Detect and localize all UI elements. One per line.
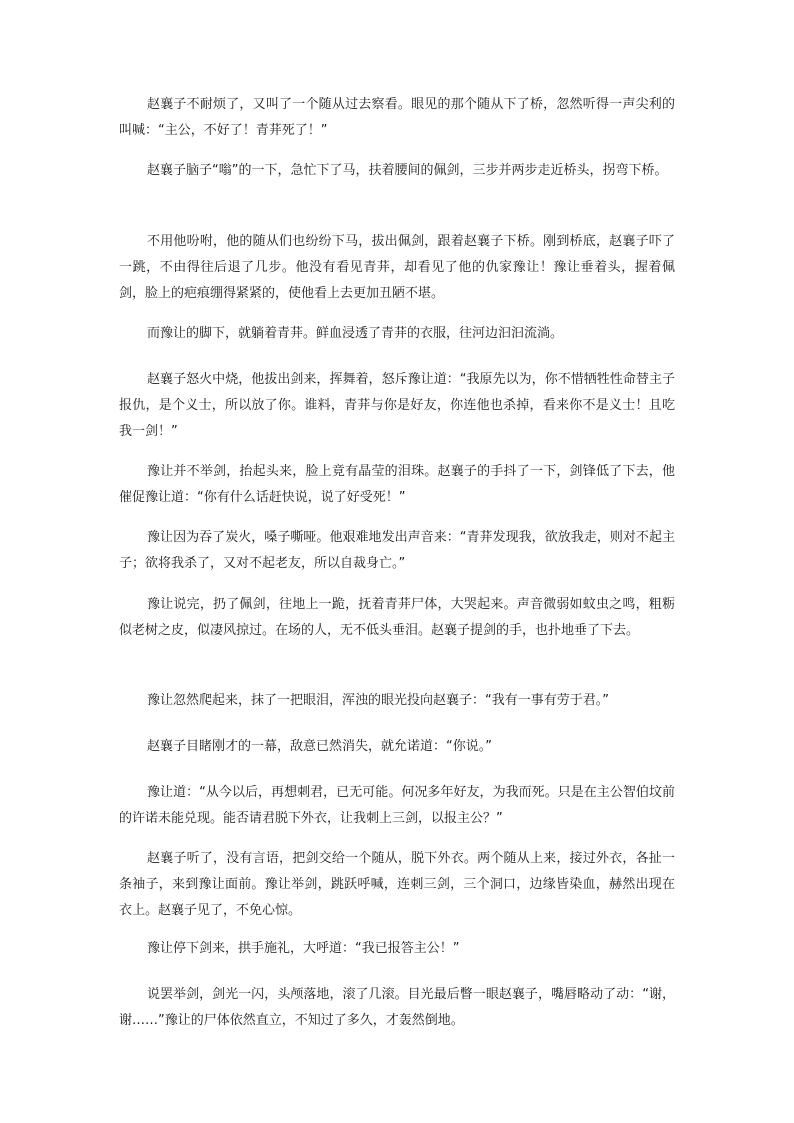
paragraph-12: 赵襄子听了，没有言语，把剑交给一个随从，脱下外衣。两个随从上来，接过外衣，各扯一条袖子，来到豫让面前。豫让举剑，跳跃呼喊，连刺三剑，三个洞口，边缘皆染血，赫然出现在衣上。赵襄子见了，不免心惊。 [119, 851, 675, 918]
paragraph-6: 豫让并不举剑，抬起头来，脸上竟有晶莹的泪珠。赵襄子的手抖了一下，剑锋低了下去，他催促豫让道：“你有什么话赶快说，说了好受死！” [119, 464, 675, 505]
paragraph-4: 而豫让的脚下，就躺着青荓。鲜血浸透了青荓的衣服，往河边汩汩流淌。 [147, 326, 564, 341]
paragraph-3: 不用他吩咐，他的随从们也纷纷下马，拔出佩剑，跟着赵襄子下桥。刚到桥底，赵襄子吓了一跳，不由得往后退了几步。他没有看见青荓，却看见了他的仇家豫让！豫让垂着头，握着佩剑，脸上的疤痕绷得紧紧的，使他看上去更加丑陋不堪。 [119, 234, 675, 301]
paragraph-13: 豫让停下剑来，拱手施礼，大呼道：“我已报答主公！” [147, 941, 460, 956]
paragraph-8: 豫让说完，扔了佩剑，往地上一跪，抚着青荓尸体，大哭起来。声音微弱如蚊虫之鸣，粗粝似老树之皮，似凄风掠过。在场的人，无不低头垂泪。赵襄子提剑的手，也扑地垂了下去。 [119, 597, 675, 638]
paragraph-2: 赵襄子脑子“嗡”的一下，急忙下了马，扶着腰间的佩剑，三步并两步走近桥头，拐弯下桥。 [147, 163, 668, 178]
paragraph-1: 赵襄子不耐烦了，又叫了一个随从过去察看。眼见的那个随从下了桥，忽然听得一声尖利的叫喊：“主公，不好了！青荓死了！” [119, 97, 675, 138]
paragraph-14: 说罢举剑，剑光一闪，头颅落地，滚了几滚。目光最后瞥一眼赵襄子，嘴唇略动了动：“谢，谢……”豫让的尸体依然直立，不知过了多久，才轰然倒地。 [119, 987, 675, 1028]
paragraph-5: 赵襄子怒火中烧，他拔出剑来，挥舞着，怒斥豫让道：“我原先以为，你不惜牺牲性命替主子报仇，是个义士，所以放了你。谁料，青荓与你是好友，你连他也杀掉，看来你不是义士！且吃我一剑！” [119, 372, 675, 439]
paragraph-11: 豫让道：“从今以后，再想刺君，已无可能。何况多年好友，为我而死。只是在主公智伯坟前的许诺未能兑现。能否请君脱下外衣，让我刺上三剑，以报主公？” [119, 785, 675, 826]
paragraph-9: 豫让忽然爬起来，抹了一把眼泪，浑浊的眼光投向赵襄子：“我有一事有劳于君。” [147, 693, 609, 708]
paragraph-7: 豫让因为吞了炭火，嗓子嘶哑。他艰难地发出声音来：“青荓发现我，欲放我走，则对不起主子；欲将我杀了，又对不起老友，所以自裁身亡。” [119, 530, 675, 571]
paragraph-10: 赵襄子目睹刚才的一幕，敌意已然消失，就允诺道：“你说。” [147, 739, 492, 754]
